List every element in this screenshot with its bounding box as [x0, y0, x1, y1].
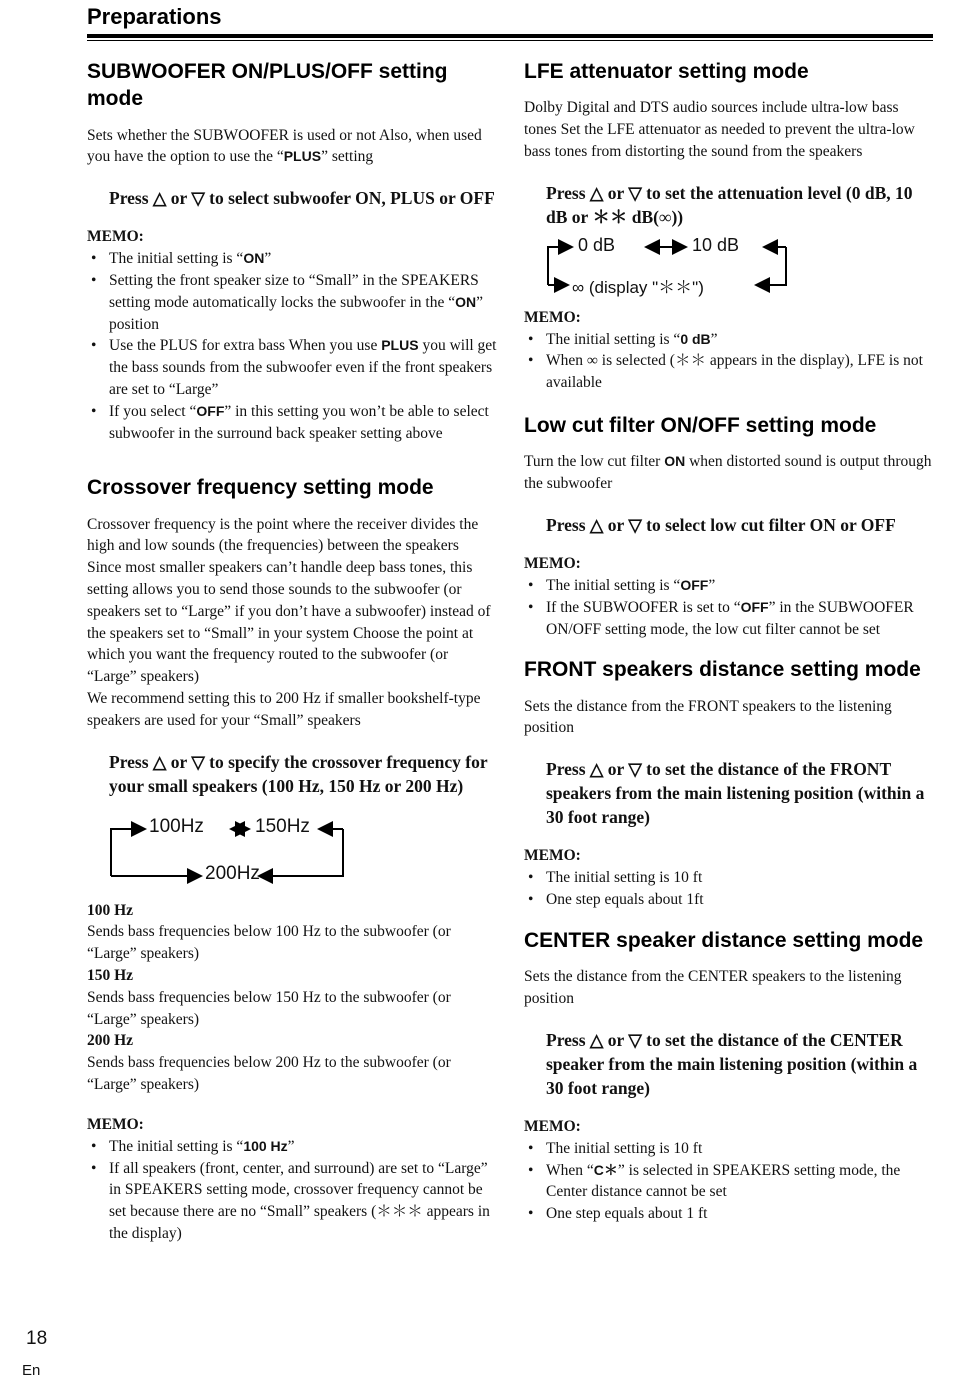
front-distance-description: Sets the distance from the FRONT speakers to the listening position: [524, 697, 892, 737]
memo-item: • When ∞ is selected (＊＊ appears in the display), LFE is not available: [524, 350, 934, 394]
memo-item: • The initial setting is “0 dB”: [524, 329, 934, 351]
option-10db: 10 dB: [692, 234, 740, 255]
center-distance-description: Sets the distance from the CENTER speakers to the listening position: [524, 968, 902, 1007]
memo-label: MEMO:: [87, 228, 144, 246]
lfe-memo-list: [524, 329, 934, 394]
lowcut-description: Turn the low cut filter ON when distorted sound is output through the subwoofer: [524, 453, 932, 493]
left-column: [87, 58, 497, 1261]
language-tag: En: [22, 1362, 41, 1379]
lfe-cycle-diagram: [546, 235, 796, 299]
option-200hz: 200Hz: [205, 862, 260, 884]
option-100hz: 100Hz: [149, 815, 204, 837]
memo-item: • One step equals about 1 ft: [524, 1203, 934, 1225]
lfe-step: Press △ or ▽ to set the attenuation level (0 dB, 10 dB or ＊＊ dB(∞)): [546, 182, 913, 227]
option-150hz: 150Hz: [255, 815, 310, 837]
memo-item: • If the SUBWOOFER is set to “OFF” in the SUBWOOFER ON/OFF setting mode, the low cut filter cannot be set: [524, 597, 934, 641]
center-distance-heading: CENTER speaker distance setting mode: [524, 928, 924, 952]
memo-item: • The initial setting is “ON”: [87, 248, 497, 270]
option-label: 200 Hz: [87, 1032, 134, 1050]
option-0db: 0 dB: [578, 234, 616, 255]
memo-label: MEMO:: [524, 847, 581, 865]
option-label: 150 Hz: [87, 967, 134, 985]
crossover-step: Press △ or ▽ to specify the crossover frequency for your small speakers (100 Hz, 150 Hz or 200 Hz): [109, 751, 488, 796]
option-description: Sends bass frequencies below 100 Hz to the subwoofer (or “Large” speakers): [87, 923, 451, 963]
memo-item: • Use the PLUS for extra bass When you use PLUS you will get the bass sounds from the subwoofer even if the front speakers are set to “Large”: [87, 335, 497, 400]
lfe-heading: LFE attenuator setting mode: [524, 60, 809, 83]
right-column: [524, 58, 934, 1241]
memo-item: • Setting the front speaker size to “Small” in the SPEAKERS setting mode automatically locks the subwoofer in the “ON” position: [87, 270, 497, 335]
header-rule-thin: [87, 40, 933, 41]
subwoofer-memo-list: [87, 248, 497, 444]
page-header: [87, 4, 933, 41]
crossover-options: [87, 900, 497, 1096]
center-distance-memo-list: [524, 1138, 934, 1225]
subwoofer-description: Sets whether the SUBWOOFER is used or not Also, when used you have the option to use the “PLUS” setting: [87, 126, 482, 166]
memo-item: • The initial setting is 10 ft: [524, 867, 934, 889]
memo-item: • The initial setting is “100 Hz”: [87, 1136, 497, 1158]
subwoofer-heading: SUBWOOFER ON/PLUS/OFF setting mode: [87, 60, 448, 111]
center-distance-step: Press △ or ▽ to set the distance of the CENTER speaker from the main listening position (within a 30 foot range): [546, 1029, 918, 1098]
center-distance-section: [524, 927, 934, 1225]
page-title: Preparations: [87, 4, 222, 29]
crossover-heading: Crossover frequency setting mode: [87, 476, 434, 500]
crossover-memo-list: [87, 1136, 497, 1245]
memo-item: • When “C＊” is selected in SPEAKERS setting mode, the Center distance cannot be set: [524, 1160, 934, 1204]
lowcut-section: [524, 412, 934, 640]
memo-label: MEMO:: [524, 1117, 581, 1135]
page-number: 18: [26, 1328, 48, 1349]
front-distance-memo-list: [524, 867, 934, 911]
memo-item: • The initial setting is “OFF”: [524, 575, 934, 597]
lfe-description: Dolby Digital and DTS audio sources include ultra-low bass tones Set the LFE attenuator as needed to prevent the ultra-low bass tones from distorting the sound from the speakers: [524, 99, 915, 160]
lowcut-memo-list: [524, 575, 934, 640]
memo-item: • If all speakers (front, center, and surround) are set to “Large” in SPEAKERS setting mode, crossover frequency cannot be set because there are no “Small” speakers (＊＊＊ appears in the display): [87, 1158, 497, 1245]
memo-label: MEMO:: [87, 1115, 144, 1133]
header-rule: [87, 34, 933, 38]
memo-item: • If you select “OFF” in this setting you won’t be able to select subwoofer in the surround back speaker setting above: [87, 401, 497, 445]
crossover-section: [87, 474, 497, 1244]
lfe-section: [524, 58, 934, 394]
memo-item: • The initial setting is 10 ft: [524, 1138, 934, 1160]
subwoofer-step: Press △ or ▽ to select subwoofer ON, PLUS or OFF: [109, 188, 495, 209]
option-infinity: ∞ (display "＊＊"): [572, 277, 704, 297]
memo-label: MEMO:: [524, 308, 581, 326]
front-distance-heading: FRONT speakers distance setting mode: [524, 658, 921, 682]
option-description: Sends bass frequencies below 200 Hz to the subwoofer (or “Large” speakers): [87, 1054, 451, 1093]
front-distance-section: [524, 656, 934, 910]
memo-item: • One step equals about 1ft: [524, 889, 934, 911]
option-description: Sends bass frequencies below 150 Hz to the subwoofer (or “Large” speakers): [87, 988, 451, 1028]
crossover-description: Crossover frequency is the point where the receiver divides the high and low sounds (the frequencies) between the speakers Since most smaller speakers can’t handle deep bass tones, this setting allows you to send those sounds to the subwoofer (or speakers set to “Large” if you don’t have a subwoofer) instead of the speakers set to “Small” in your system Choose the point at which you want the frequency routed to the subwoofer (or “Large” speakers): [87, 515, 491, 686]
crossover-recommendation: We recommend setting this to 200 Hz if smaller bookshelf-type speakers are used for your “Small” speakers: [87, 690, 481, 729]
lowcut-step: Press △ or ▽ to select low cut filter ON or OFF: [546, 514, 896, 535]
subwoofer-section: [87, 58, 497, 444]
crossover-cycle-diagram: [109, 816, 349, 888]
lowcut-heading: Low cut filter ON/OFF setting mode: [524, 414, 877, 438]
option-label: 100 Hz: [87, 901, 134, 919]
front-distance-step: Press △ or ▽ to set the distance of the FRONT speakers from the main listening position (within a 30 foot range): [546, 759, 925, 828]
memo-label: MEMO:: [524, 554, 581, 572]
